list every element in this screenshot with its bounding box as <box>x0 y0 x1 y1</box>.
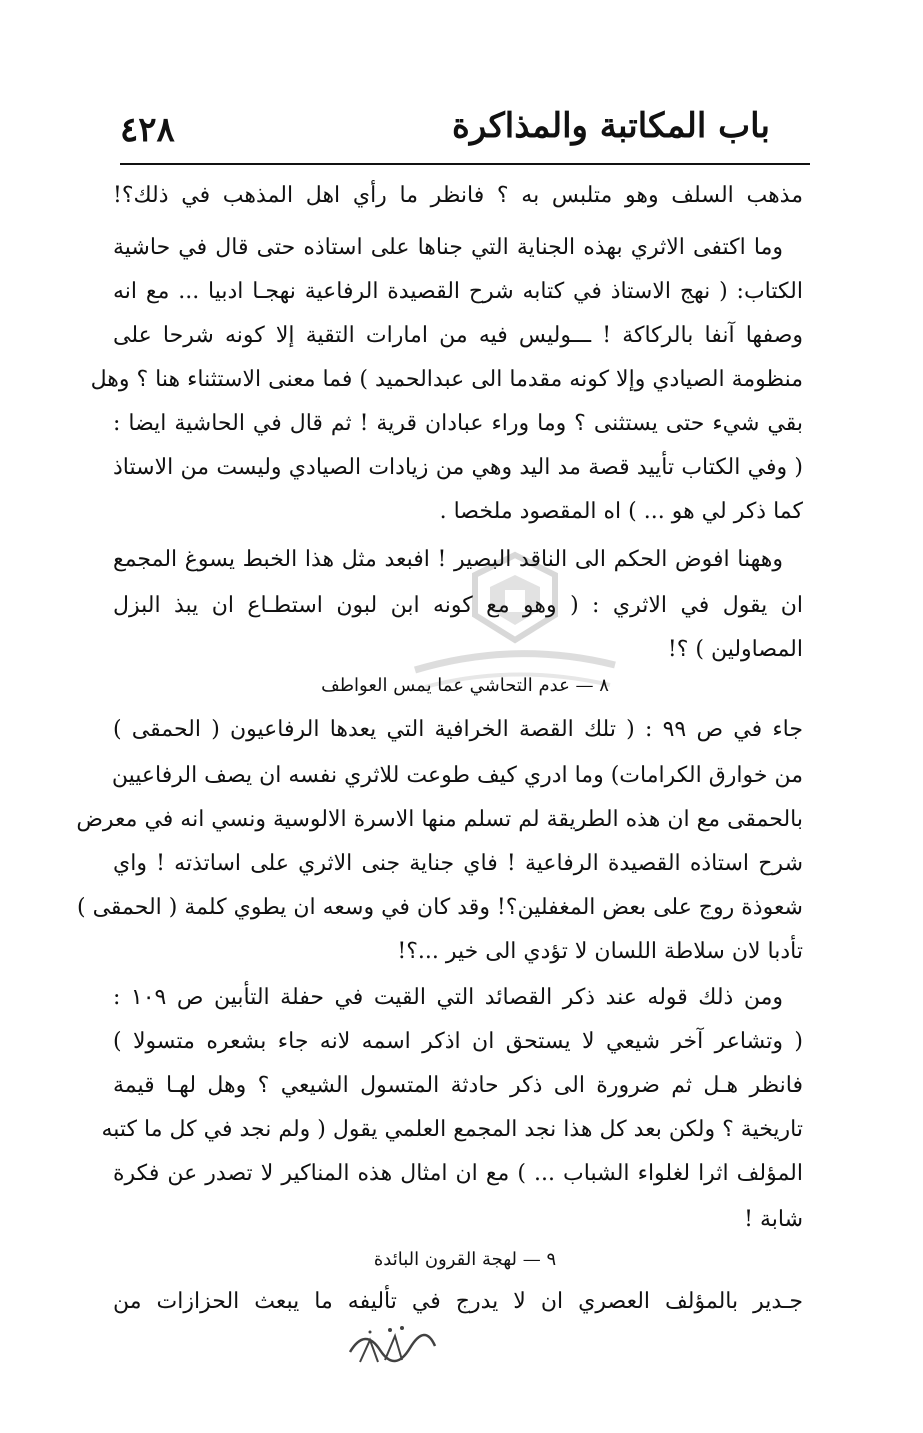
text-line: ومن ذلك قوله عند ذكر القصائد التي القيت في حفلة التأبين ص ١٠٩ : <box>113 985 784 1010</box>
text-line: تأدبا لان سلاطة اللسان لا تؤدي الى خير ...؟! <box>397 939 803 964</box>
text-line: من خوارق الكرامات) وما ادري كيف طوعت للاثري نفسه ان يصف الرفاعيين <box>111 763 803 788</box>
text-line: المصاولين ) ؟! <box>667 637 803 662</box>
text-line: تاريخية ؟ ولكن بعد كل هذا نجد المجمع العلمي يقول ( ولم نجد في كل ما كتبه <box>101 1117 803 1142</box>
text-line: بالحمقى مع ان هذه الطريقة لم تسلم منها الاسرة الالوسية ونسي انه في معرض <box>76 807 803 832</box>
text-line: المؤلف اثرا لغلواء الشباب ... ) مع ان امثال هذه المناكير لا تصدر عن فكرة <box>113 1161 803 1186</box>
text-line: جـدير بالمؤلف العصري ان لا يدرج في تأليفه ما يبعث الحزازات من <box>113 1289 803 1314</box>
text-line: ( وفي الكتاب تأييد قصة مد اليد وهي من زيادات الصيادي وليست من الاستاذ <box>113 455 803 480</box>
header-divider <box>120 163 810 165</box>
text-line: بقي شيء حتى يستثنى ؟ وما وراء عبادان قرية ! ثم قال في الحاشية ايضا : <box>113 411 803 436</box>
text-line: الكتاب: ( نهج الاستاذ في كتابه شرح القصيدة الرفاعية نهجـا ادبيا ... مع انه <box>113 279 803 304</box>
text-line: شعوذة روج على بعض المغفلين؟! وقد كان في وسعه ان يطوي كلمة ( الحمقى ) <box>77 895 803 920</box>
library-stamp <box>340 1322 440 1368</box>
text-line: كما ذكر لي هو ... ) اه المقصود ملخصا . <box>439 499 803 524</box>
text-line: شابة ! <box>744 1207 803 1232</box>
text-line: شرح استاذه القصيدة الرفاعية ! فاي جناية جنى الاثري على اساتذته ! واي <box>113 851 803 876</box>
page-number: ٤٢٨ <box>120 110 175 150</box>
text-line: وصفها آنفا بالركاكة ! ـــوليس فيه من امارات التقية إلا كونه شرحا على <box>113 323 803 348</box>
page-header <box>120 100 810 160</box>
section-heading: ٨ — عدم التحاشي عما يمس العواطف <box>321 675 609 696</box>
text-line: فانظر هـل ثم ضرورة الى ذكر حادثة المتسول الشيعي ؟ وهل لهـا قيمة <box>113 1073 803 1098</box>
section-heading: ٩ — لهجة القرون البائدة <box>373 1249 557 1270</box>
text-line: جاء في ص ٩٩ : ( تلك القصة الخرافية التي يعدها الرفاعيون ( الحمقى ) <box>113 717 803 742</box>
text-line: وما اكتفى الاثري بهذه الجناية التي جناها على استاذه حتى قال في حاشية <box>113 235 783 260</box>
text-line: ( وتشاعر آخر شيعي لا يستحق ان اذكر اسمه لانه جاء بشعره متسولا ) <box>113 1029 803 1054</box>
text-line: وههنا افوض الحكم الى الناقد البصير ! افبعد مثل هذا الخبط يسوغ المجمع <box>113 547 783 572</box>
text-line: منظومة الصيادي وإلا كونه مقدما الى عبدالحميد ) فما معنى الاستثناء هنا ؟ وهل <box>90 367 803 392</box>
text-line: مذهب السلف وهو متلبس به ؟ فانظر ما رأي اهل المذهب في ذلك؟! <box>113 183 803 208</box>
text-line: ان يقول في الاثري : ( وهو مع كونه ابن لبون استطـاع ان يبذ البزل <box>113 593 803 618</box>
running-title: باب المكاتبة والمذاكرة <box>452 106 770 146</box>
